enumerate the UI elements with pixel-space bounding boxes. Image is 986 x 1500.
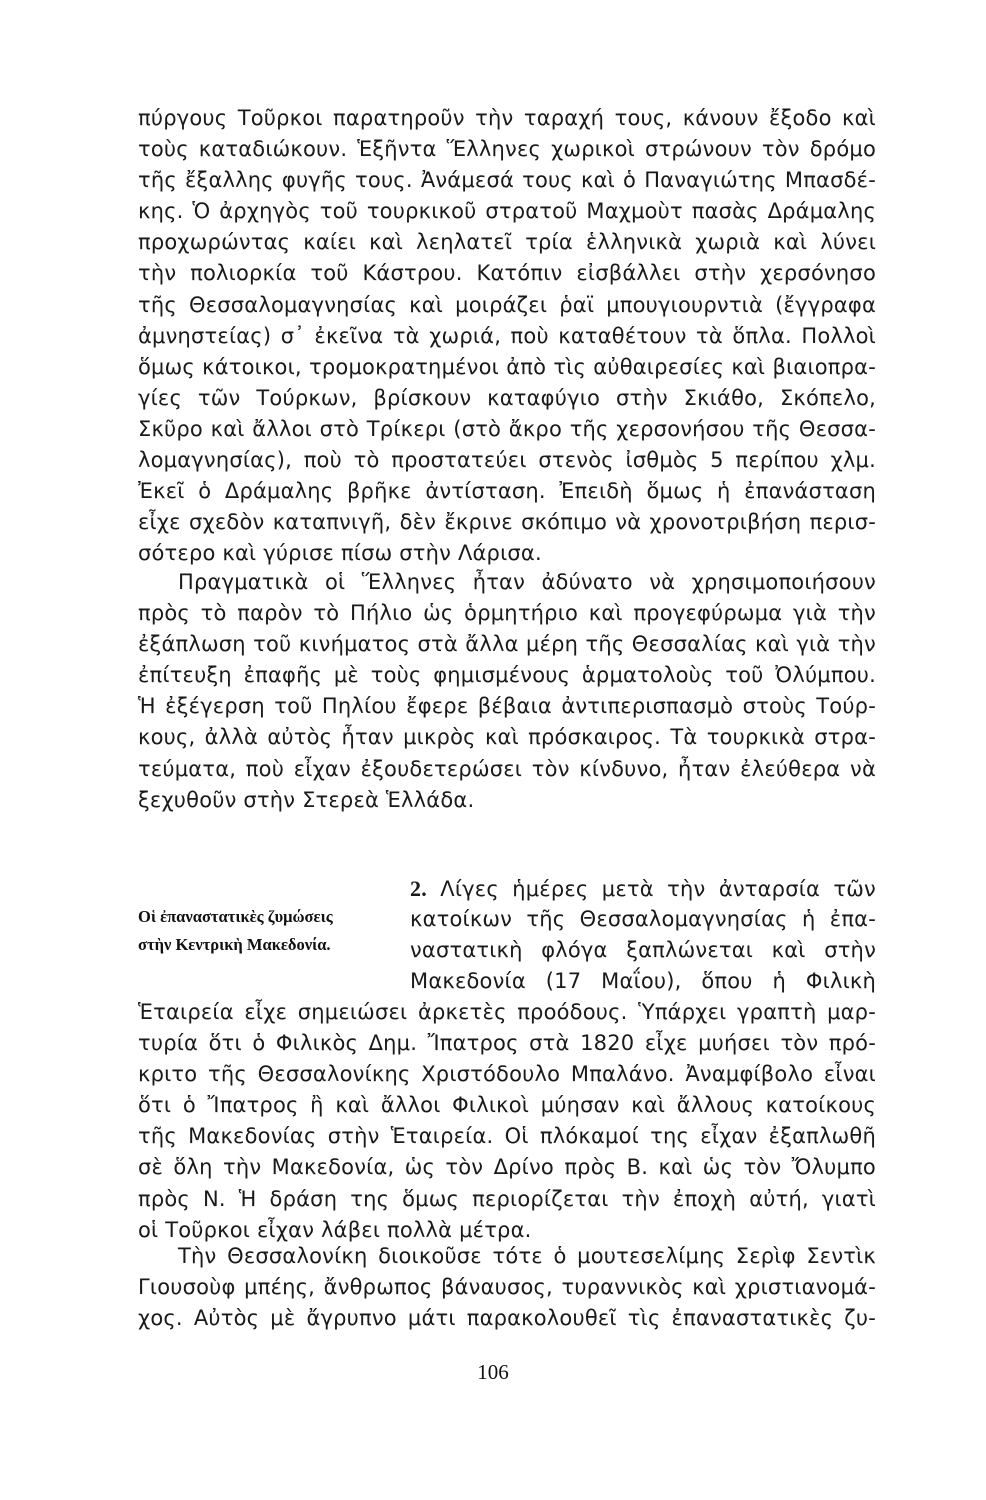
section-side-heading: [138, 903, 388, 959]
text-line: Ἡ ἐξέγερση τοῦ Πηλίου ἔφερε βέβαια ἀντιπερισπασμὸ στοὺς Τούρ-: [138, 694, 876, 719]
text-line: ναστατικὴ φλόγα ξαπλώνεται καὶ στὴν: [410, 938, 876, 963]
paragraph-2: [138, 567, 876, 816]
paragraph-1: [138, 103, 876, 569]
text-line: Ἑταιρεία εἶχε σημειώσει ἀρκετὲς προόδους. Ὑπάρχει γραπτὴ μαρ-: [138, 1000, 876, 1024]
text-line: προχωρώντας καίει καὶ λεηλατεῖ τρία ἑλληνικὰ χωριὰ καὶ λύνει: [138, 230, 876, 255]
text-line: ἀμνηστείας) σ᾽ ἐκεῖνα τὰ χωριά, ποὺ καταθέτουν τὰ ὅπλα. Πολλοὶ: [138, 323, 876, 348]
text-line: τὴν πολιορκία τοῦ Κάστρου. Κατόπιν εἰσβάλλει στὴν χερσόνησο: [138, 261, 876, 286]
text-line: κατοίκων τῆς Θεσσαλομαγνησίας ἡ ἐπα-: [410, 907, 876, 932]
text-line: πύργους Τοῦρκοι παρατηροῦν τὴν ταραχή τους, κάνουν ἔξοδο καὶ: [138, 106, 876, 130]
text-line: πρὸς Ν. Ἡ δράση της ὅμως περιορίζεται τὴν ἐποχὴ αὐτή, γιατὶ: [138, 1186, 876, 1211]
text-line: ἐξάπλωση τοῦ κινήματος στὰ ἄλλα μέρη τῆς Θεσσαλίας καὶ γιὰ τὴν: [138, 632, 876, 657]
paragraph-4: [138, 1241, 876, 1334]
page-number: 106: [477, 1360, 509, 1384]
text-line: εἶχε σχεδὸν καταπνιγῆ, δὲν ἔκρινε σκόπιμο νὰ χρονοτριβήση περισ-: [138, 510, 876, 535]
text-line: Γιουσοὺφ μπέης, ἄνθρωπος βάναυσος, τυραννικὸς καὶ χριστιανομά-: [138, 1275, 876, 1300]
text-line: ὅμως κάτοικοι, τρομοκρατημένοι ἀπὸ τὶς αὐθαιρεσίες καὶ βιαιοπρα-: [138, 354, 876, 379]
section-2-body: [138, 997, 876, 1246]
text-line: κους, ἀλλὰ αὐτὸς ἦταν μικρὸς καὶ πρόσκαιρος. Τὰ τουρκικὰ στρα-: [138, 725, 876, 750]
section-first-text: Λίγες ἡμέρες μετὰ τὴν ἀνταρσία τῶν: [440, 877, 876, 901]
text-line: πρὸς τὸ παρὸν τὸ Πήλιο ὡς ὁρμητήριο καὶ προγεφύρωμα γιὰ τὴν: [138, 601, 876, 626]
text-line: τυρία ὅτι ὁ Φιλικὸς Δημ. Ἴπατρος στὰ 1820 εἶχε μυήσει τὸν πρό-: [138, 1031, 876, 1056]
text-line: τοὺς καταδιώκουν. Ἑξῆντα Ἕλληνες χωρικοὶ στρώνουν τὸν δρόμο: [138, 137, 876, 162]
text-line: τῆς ἔξαλλης φυγῆς τους. Ἀνάμεσά τους καὶ ὁ Παναγιώτης Μπασδέ-: [138, 168, 876, 193]
section-first-line: [410, 873, 876, 904]
text-line: κριτο τῆς Θεσσαλονίκης Χριστόδουλο Μπαλάνο. Ἀναμφίβολο εἶναι: [138, 1062, 876, 1087]
text-line: Μακεδονία (17 Μαΐου), ὅπου ἡ Φιλικὴ: [410, 969, 876, 994]
text-line: λομαγνησίας), ποὺ τὸ προστατεύει στενὸς ἰσθμὸς 5 περίπου χλμ.: [138, 448, 876, 473]
text-line: γίες τῶν Τούρκων, βρίσκουν καταφύγιο στὴν Σκιάθο, Σκόπελο,: [138, 385, 876, 410]
text-line: τεύματα, ποὺ εἶχαν ἐξουδετερώσει τὸν κίνδυνο, ἦταν ἐλεύθερα νὰ: [138, 756, 876, 781]
text-line: χος. Αὐτὸς μὲ ἄγρυπνο μάτι παρακολουθεῖ τὶς ἐπαναστατικὲς ζυ-: [138, 1306, 876, 1331]
text-line: ἐπίτευξη ἐπαφῆς μὲ τοὺς φημισμένους ἁρματολοὺς τοῦ Ὀλύμπου.: [138, 663, 876, 688]
side-heading-line: Οἱ ἐπαναστατικὲς ζυμώσεις: [138, 907, 333, 926]
text-line: τῆς Θεσσαλομαγνησίας καὶ μοιράζει ῥαϊ μπουγιουρντιὰ (ἔγγραφα: [138, 292, 876, 317]
text-line: Ἐκεῖ ὁ Δράμαλης βρῆκε ἀντίσταση. Ἐπειδὴ ὅμως ἡ ἐπανάσταση: [138, 479, 876, 504]
text-line: Τὴν Θεσσαλονίκη διοικοῦσε τότε ὁ μουτεσελίμης Σερὶφ Σεντὶκ: [178, 1244, 876, 1268]
text-line: οἱ Τοῦρκοι εἶχαν λάβει πολλὰ μέτρα.: [138, 1217, 532, 1242]
side-heading-line: στὴν Κεντρικὴ Μακεδονία.: [138, 935, 331, 954]
text-line: ξεχυθοῦν στὴν Στερεὰ Ἑλλάδα.: [138, 787, 475, 812]
text-line: κης. Ὁ ἀρχηγὸς τοῦ τουρκικοῦ στρατοῦ Μαχμοὺτ πασὰς Δράμαλης: [138, 199, 876, 224]
section-number: 2.: [410, 876, 427, 901]
section-2-opening: [410, 873, 876, 997]
text-line: ὅτι ὁ Ἴπατρος ἢ καὶ ἄλλοι Φιλικοὶ μύησαν καὶ ἄλλους κατοίκους: [138, 1093, 876, 1118]
text-line: σότερο καὶ γύρισε πίσω στὴν Λάρισα.: [138, 541, 542, 566]
text-line: Σκῦρο καὶ ἄλλοι στὸ Τρίκερι (στὸ ἄκρο τῆς χερσονήσου τῆς Θεσσα-: [138, 416, 876, 441]
text-line: σὲ ὅλη τὴν Μακεδονία, ὡς τὸν Δρίνο πρὸς Β. καὶ ὡς τὸν Ὄλυμπο: [138, 1155, 876, 1180]
text-line: Πραγματικὰ οἱ Ἕλληνες ἦταν ἀδύνατο νὰ χρησιμοποιήσουν: [178, 570, 876, 594]
text-line: τῆς Μακεδονίας στὴν Ἑταιρεία. Οἱ πλόκαμοί της εἶχαν ἐξαπλωθῆ: [138, 1124, 876, 1149]
